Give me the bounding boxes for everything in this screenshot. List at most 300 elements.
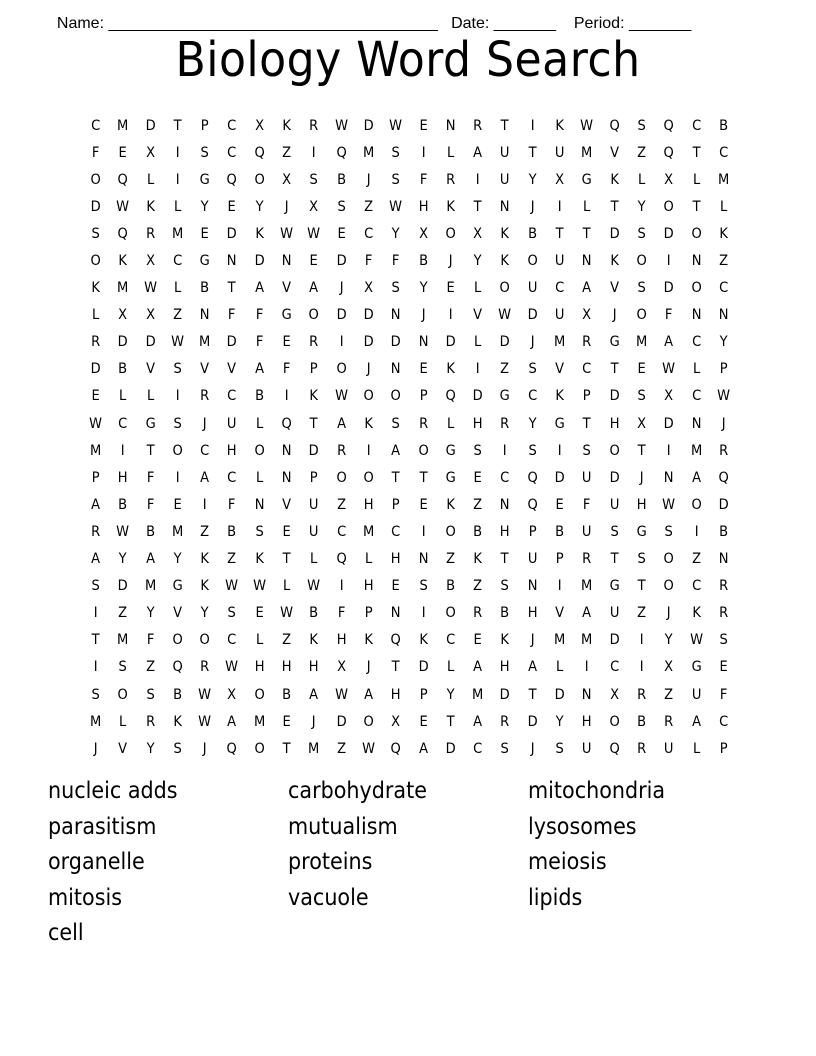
grid-letter: J [421, 307, 426, 324]
grid-letter: E [173, 496, 182, 513]
grid-letter: Z [227, 551, 237, 568]
grid-letter: D [445, 740, 456, 757]
grid-letter: X [473, 225, 483, 242]
grid-letter: S [146, 686, 155, 703]
grid-letter: A [364, 686, 374, 703]
grid-letter: H [418, 198, 429, 215]
grid-letter: Q [609, 740, 620, 757]
grid-letter: C [718, 144, 729, 161]
grid-letter: Q [336, 551, 347, 568]
grid-letter: I [448, 307, 453, 324]
grid-letter: P [719, 361, 728, 378]
grid-letter: X [282, 171, 292, 188]
grid-letter: L [446, 144, 455, 161]
grid-letter: D [336, 713, 347, 730]
grid-letter: M [199, 334, 211, 351]
grid-letter: A [691, 713, 701, 730]
grid-letter: E [419, 361, 428, 378]
grid-letter: H [118, 469, 128, 486]
grid-letter: X [145, 144, 155, 161]
grid-letter: Q [336, 144, 347, 161]
grid-letter: B [282, 686, 292, 703]
grid-letter: J [530, 740, 535, 757]
grid-letter: Y [391, 225, 400, 242]
grid-letter: F [337, 605, 346, 622]
grid-letter: E [282, 523, 291, 540]
grid-letter: R [582, 334, 592, 351]
grid-letter: A [254, 280, 264, 297]
grid-letter: W [580, 117, 594, 134]
grid-letter: K [364, 415, 373, 432]
grid-letter: R [718, 578, 729, 595]
grid-letter: A [145, 551, 155, 568]
grid-letter: T [391, 659, 400, 676]
grid-letter: I [202, 496, 207, 513]
grid-letter: F [255, 307, 264, 324]
grid-letter: S [200, 144, 209, 161]
grid-letter: H [309, 659, 319, 676]
grid-letter: H [336, 632, 347, 649]
grid-letter: B [254, 388, 264, 405]
grid-letter: D [363, 334, 374, 351]
grid-letter: D [663, 415, 674, 432]
grid-letter: M [362, 523, 375, 540]
grid-letter: Y [528, 415, 537, 432]
grid-letter: T [583, 415, 591, 432]
grid-letter: Z [473, 578, 483, 595]
grid-letter: W [689, 632, 703, 649]
grid-letter: Z [637, 144, 647, 161]
grid-letter: L [146, 171, 154, 188]
grid-letter: J [202, 740, 207, 757]
grid-letter: I [421, 144, 426, 161]
grid-letter: V [118, 740, 128, 757]
grid-letter: K [255, 551, 264, 568]
grid-letter: Z [500, 361, 510, 378]
grid-letter: W [498, 307, 512, 324]
grid-letter: R [473, 605, 483, 622]
grid-letter: N [281, 469, 292, 486]
grid-letter: N [254, 496, 265, 513]
grid-letter: V [145, 361, 155, 378]
grid-letter: T [282, 740, 291, 757]
grid-letter: F [665, 307, 673, 324]
grid-letter: M [117, 280, 129, 297]
grid-letter: K [200, 578, 210, 595]
grid-letter: S [500, 740, 510, 757]
grid-letter: Y [118, 551, 127, 568]
grid-letter: O [390, 388, 402, 405]
grid-letter: M [90, 713, 102, 730]
word-list-item: mitosis [48, 884, 123, 911]
page-title: Biology Word Search [175, 32, 641, 88]
grid-letter: G [581, 171, 593, 188]
grid-letter: D [554, 469, 565, 486]
grid-letter: L [119, 388, 127, 405]
grid-letter: Y [719, 334, 728, 351]
grid-letter: C [200, 442, 210, 459]
grid-letter: E [282, 713, 291, 730]
grid-letter: T [610, 361, 619, 378]
grid-letter: F [255, 334, 264, 351]
grid-letter: K [500, 225, 510, 242]
date-label: Date: [451, 15, 494, 32]
grid-letter: B [173, 686, 183, 703]
grid-letter: E [91, 388, 100, 405]
grid-letter: T [501, 117, 510, 134]
grid-letter: U [554, 307, 565, 324]
grid-letter: O [663, 578, 675, 595]
grid-letter: X [364, 280, 374, 297]
grid-letter: C [718, 713, 729, 730]
grid-letter: P [583, 388, 591, 405]
grid-letter: B [473, 523, 483, 540]
grid-letter: C [227, 388, 237, 405]
grid-letter: T [146, 442, 155, 459]
grid-letter: L [146, 388, 154, 405]
grid-letter: G [609, 578, 620, 595]
grid-letter: D [336, 307, 347, 324]
grid-letter: S [91, 686, 100, 703]
grid-letter: O [609, 442, 620, 459]
grid-letter: C [91, 117, 101, 134]
grid-letter: L [173, 280, 182, 297]
word-list-item: cell [48, 920, 84, 947]
grid-letter: R [200, 659, 210, 676]
grid-letter: I [694, 523, 699, 540]
name-label: Name: [56, 15, 109, 32]
grid-letter: S [91, 578, 100, 595]
grid-letter: W [389, 198, 403, 215]
grid-letter: W [198, 686, 212, 703]
grid-letter: D [663, 225, 674, 242]
grid-letter: P [310, 361, 318, 378]
grid-letter: R [445, 171, 456, 188]
grid-letter: L [119, 713, 127, 730]
grid-letter: I [666, 253, 671, 270]
grid-letter: E [309, 253, 319, 270]
grid-letter: K [145, 198, 155, 215]
grid-letter: Q [226, 171, 238, 188]
grid-letter: Y [637, 198, 646, 215]
word-list-item: parasitism [48, 813, 157, 840]
grid-letter: H [363, 496, 374, 513]
grid-letter: X [664, 388, 674, 405]
grid-letter: N [281, 442, 292, 459]
grid-letter: A [254, 361, 264, 378]
grid-letter: O [90, 171, 101, 188]
grid-letter: J [530, 632, 535, 649]
period-label: Period: [573, 15, 629, 32]
grid-letter: X [664, 171, 674, 188]
grid-letter: U [582, 523, 592, 540]
grid-letter: X [555, 171, 565, 188]
grid-letter: A [473, 713, 483, 730]
grid-letter: A [309, 280, 319, 297]
grid-letter: S [118, 659, 128, 676]
grid-letter: D [336, 253, 347, 270]
grid-letter: K [118, 253, 128, 270]
grid-letter: O [363, 713, 374, 730]
grid-letter: M [581, 578, 593, 595]
grid-letter: E [255, 605, 264, 622]
grid-letter: S [391, 144, 401, 161]
grid-letter: S [473, 442, 482, 459]
grid-letter: H [281, 659, 292, 676]
grid-letter: A [227, 713, 237, 730]
grid-letter: D [527, 307, 538, 324]
grid-letter: M [90, 442, 102, 459]
word-list-item: organelle [48, 849, 145, 876]
date-blank: _______ [493, 15, 557, 32]
grid-letter: B [145, 523, 155, 540]
grid-letter: D [363, 307, 374, 324]
grid-letter: F [228, 307, 236, 324]
grid-letter: S [637, 388, 646, 405]
grid-letter: F [392, 253, 400, 270]
grid-letter: M [554, 334, 566, 351]
grid-letter: M [690, 442, 702, 459]
grid-letter: S [555, 740, 564, 757]
grid-letter: V [609, 144, 619, 161]
grid-letter: R [473, 117, 483, 134]
grid-letter: T [692, 198, 701, 215]
grid-letter: W [280, 605, 294, 622]
grid-letter: T [282, 551, 291, 568]
grid-letter: S [664, 523, 674, 540]
grid-letter: C [172, 253, 183, 270]
grid-letter: U [582, 740, 592, 757]
grid-letter: A [582, 280, 592, 297]
word-list-item: mutualism [288, 813, 398, 840]
grid-letter: O [445, 225, 456, 242]
grid-letter: M [554, 632, 566, 649]
grid-letter: I [175, 171, 180, 188]
grid-letter: B [555, 523, 565, 540]
grid-letter: S [309, 171, 319, 188]
grid-letter: A [418, 740, 428, 757]
grid-letter: K [309, 632, 319, 649]
grid-letter: W [362, 740, 376, 757]
grid-letter: J [366, 361, 371, 378]
student-info-line [48, 0, 691, 33]
grid-letter: K [610, 171, 619, 188]
grid-letter: L [364, 551, 373, 568]
grid-letter: D [554, 686, 565, 703]
grid-letter: I [475, 171, 480, 188]
grid-letter: C [691, 334, 701, 351]
grid-letter: Y [255, 198, 264, 215]
grid-letter: L [583, 198, 591, 215]
grid-letter: I [339, 578, 344, 595]
grid-letter: I [175, 388, 180, 405]
grid-letter: U [500, 144, 510, 161]
grid-letter: S [173, 740, 182, 757]
grid-letter: K [309, 388, 319, 405]
grid-letter: L [556, 659, 564, 676]
grid-letter: G [199, 171, 210, 188]
grid-letter: N [391, 307, 401, 324]
grid-letter: W [116, 198, 130, 215]
grid-letter: A [336, 415, 346, 432]
grid-letter: U [582, 469, 592, 486]
grid-letter: B [118, 361, 128, 378]
grid-letter: J [530, 198, 535, 215]
grid-letter: A [582, 605, 592, 622]
grid-letter: D [718, 496, 729, 513]
grid-letter: I [121, 442, 125, 459]
grid-letter: R [145, 713, 155, 730]
grid-letter: O [363, 388, 374, 405]
grid-letter: Q [527, 496, 538, 513]
grid-letter: L [310, 551, 318, 568]
grid-letter: B [500, 605, 510, 622]
word-list-item: lysosomes [528, 813, 637, 840]
grid-letter: Q [117, 171, 129, 188]
grid-letter: J [366, 171, 371, 188]
grid-letter: T [528, 686, 537, 703]
grid-letter: T [637, 442, 646, 459]
grid-letter: Z [145, 659, 155, 676]
grid-letter: N [500, 496, 510, 513]
grid-letter: L [255, 469, 264, 486]
grid-letter: L [173, 198, 182, 215]
grid-letter: Q [226, 740, 238, 757]
grid-letter: M [171, 225, 184, 242]
grid-letter: X [637, 415, 647, 432]
grid-letter: I [312, 144, 316, 161]
grid-letter: Q [527, 469, 538, 486]
grid-letter: K [500, 253, 510, 270]
grid-letter: W [198, 713, 212, 730]
grid-letter: S [173, 361, 182, 378]
grid-letter: G [445, 469, 456, 486]
grid-letter: K [173, 713, 182, 730]
grid-letter: S [528, 442, 537, 459]
period-blank: _______ [628, 15, 692, 32]
grid-letter: D [445, 334, 456, 351]
grid-letter: H [527, 605, 538, 622]
grid-letter: C [227, 632, 237, 649]
grid-letter: D [663, 280, 674, 297]
grid-letter: D [500, 686, 511, 703]
grid-letter: O [308, 307, 320, 324]
grid-letter: X [664, 659, 674, 676]
grid-letter: U [691, 686, 701, 703]
grid-letter: F [91, 144, 100, 161]
grid-letter: M [717, 171, 730, 188]
grid-letter: Y [446, 686, 455, 703]
grid-letter: O [636, 307, 647, 324]
grid-letter: I [421, 523, 426, 540]
grid-letter: K [555, 117, 564, 134]
grid-letter: J [339, 280, 344, 297]
grid-letter: A [200, 469, 210, 486]
grid-letter: Z [364, 198, 374, 215]
grid-letter: I [557, 578, 562, 595]
grid-letter: E [282, 334, 291, 351]
grid-letter: V [555, 605, 565, 622]
grid-letter: S [419, 578, 428, 595]
grid-letter: B [718, 117, 728, 134]
grid-letter: G [445, 442, 456, 459]
grid-letter: O [663, 551, 675, 568]
grid-letter: N [582, 253, 592, 270]
grid-letter: U [309, 523, 319, 540]
grid-letter: S [582, 442, 592, 459]
grid-letter: P [719, 740, 728, 757]
grid-letter: O [336, 469, 347, 486]
grid-letter: Z [718, 253, 728, 270]
grid-letter: I [93, 605, 98, 622]
grid-letter: F [419, 171, 427, 188]
grid-letter: B [637, 713, 647, 730]
grid-letter: D [227, 225, 238, 242]
grid-letter: H [227, 442, 238, 459]
word-list-item: vacuole [288, 884, 369, 911]
grid-letter: O [254, 740, 265, 757]
grid-letter: R [200, 388, 210, 405]
grid-letter: Z [118, 605, 128, 622]
grid-letter: Z [473, 496, 483, 513]
grid-letter: Y [664, 632, 673, 649]
grid-letter: S [637, 225, 646, 242]
grid-letter: E [337, 225, 346, 242]
grid-letter: D [609, 388, 620, 405]
grid-letter: G [691, 659, 702, 676]
grid-letter: L [91, 307, 100, 324]
grid-letter: I [366, 442, 371, 459]
grid-letter: D [609, 469, 620, 486]
grid-letter: A [91, 551, 101, 568]
grid-letter: Z [282, 632, 292, 649]
grid-letter: J [93, 740, 98, 757]
grid-letter: H [363, 578, 374, 595]
grid-letter: W [662, 496, 676, 513]
grid-letter: Q [663, 117, 675, 134]
grid-letter: X [582, 307, 592, 324]
word-list-item: carbohydrate [288, 778, 427, 804]
grid-letter: A [664, 334, 674, 351]
grid-letter: N [718, 307, 729, 324]
grid-letter: K [473, 551, 483, 568]
grid-letter: R [91, 523, 101, 540]
grid-letter: L [692, 361, 700, 378]
grid-letter: U [664, 740, 674, 757]
grid-letter: S [528, 361, 537, 378]
grid-letter: X [418, 225, 428, 242]
grid-letter: Q [445, 388, 456, 405]
grid-letter: W [280, 225, 294, 242]
grid-letter: J [639, 469, 644, 486]
grid-letter: O [363, 469, 374, 486]
grid-letter: W [389, 117, 403, 134]
grid-letter: N [500, 198, 510, 215]
grid-letter: M [117, 117, 129, 134]
grid-letter: L [255, 632, 264, 649]
grid-letter: P [528, 523, 537, 540]
grid-letter: W [334, 117, 348, 134]
grid-letter: O [663, 198, 675, 215]
grid-letter: H [582, 713, 592, 730]
grid-letter: Z [691, 551, 701, 568]
grid-letter: G [281, 307, 292, 324]
grid-letter: D [145, 334, 156, 351]
grid-letter: Z [200, 523, 210, 540]
grid-letter: C [527, 388, 537, 405]
grid-letter: D [254, 253, 265, 270]
grid-letter: C [473, 740, 483, 757]
